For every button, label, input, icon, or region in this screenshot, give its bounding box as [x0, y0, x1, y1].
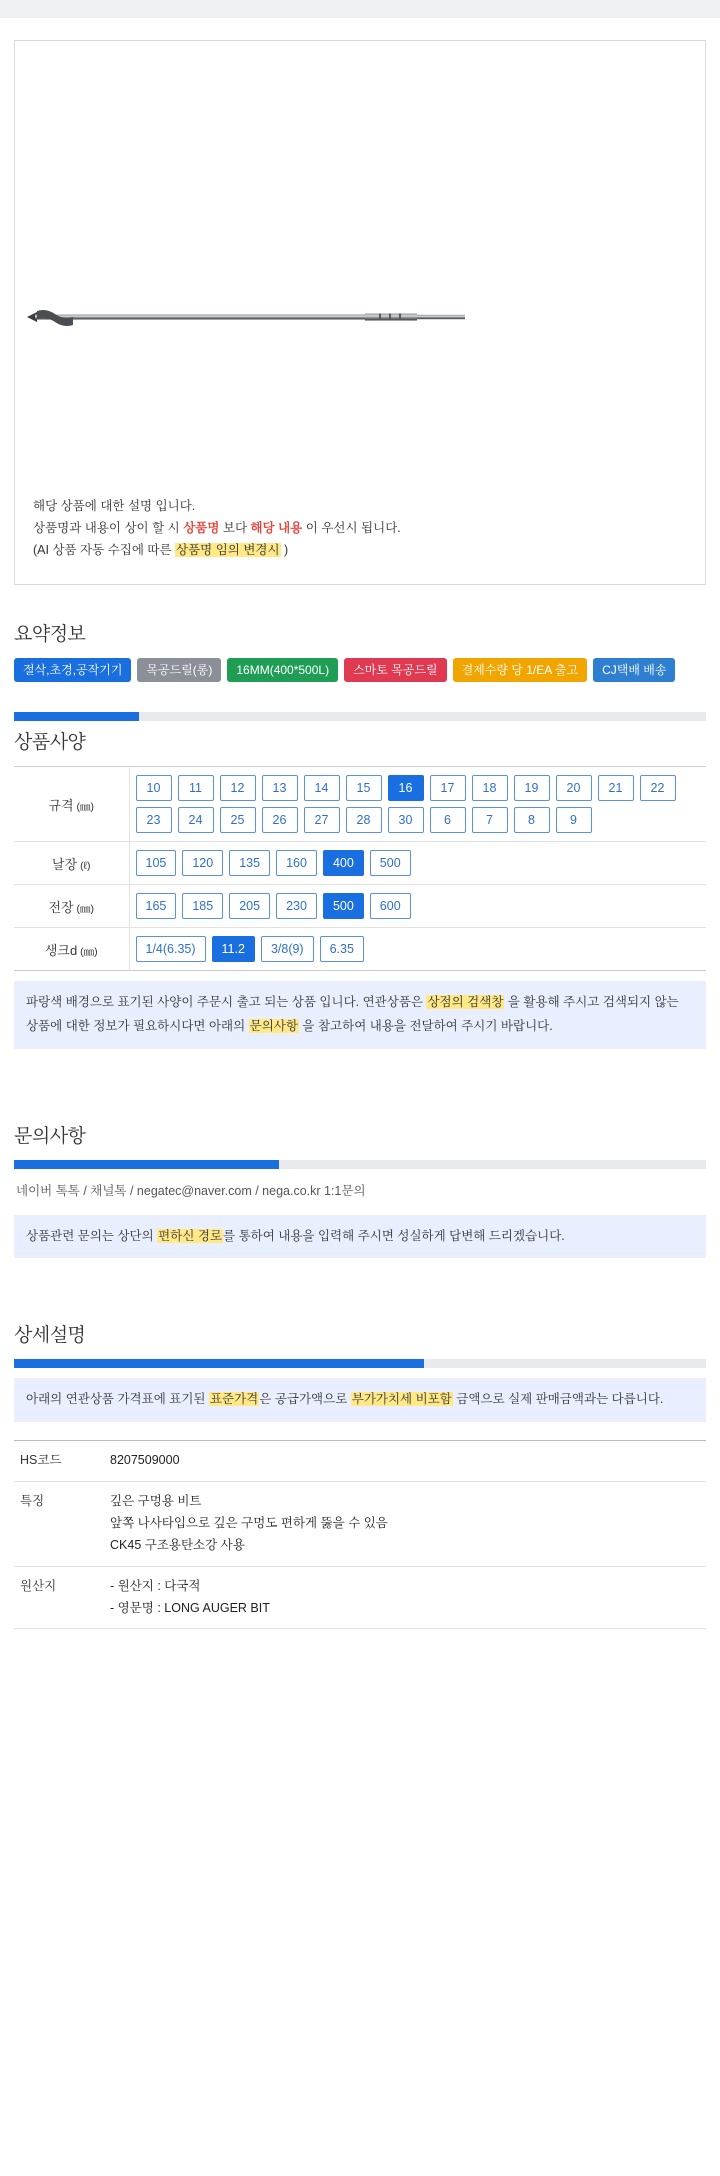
- spec-option-chip[interactable]: 17: [430, 775, 466, 801]
- spec-row-label: [14, 767, 129, 842]
- spec-option-chip[interactable]: 11: [178, 775, 214, 801]
- spec-option-chip[interactable]: 22: [640, 775, 676, 801]
- spec-row-label: [14, 842, 129, 885]
- detail-row-label: 원산지: [14, 1566, 104, 1629]
- details-note: 아래의 연관상품 가격표에 표기된 표준가격은 공급가액으로 부가가치세 비포함 금액으로 실제 판매금액과는 다릅니다.: [14, 1378, 706, 1422]
- content-wrap: [0, 40, 720, 1629]
- description-line: (AI 상품 자동 수집에 따른 상품명 임의 변경시 ): [33, 543, 289, 558]
- top-bar: [0, 0, 720, 18]
- detail-row-value: [104, 1441, 706, 1482]
- spec-option-chip[interactable]: 23: [136, 807, 172, 833]
- spec-option-chip[interactable]: 12: [220, 775, 256, 801]
- detail-row: [14, 1441, 706, 1482]
- spec-option-chip[interactable]: 500: [370, 850, 411, 876]
- detail-row-value: [104, 1482, 706, 1567]
- spec-option-chip[interactable]: 7: [472, 807, 508, 833]
- summary-tag: 결제수량 당 1/EA 출고: [453, 658, 588, 682]
- spec-row-label: [14, 885, 129, 928]
- spec-table: [14, 766, 706, 971]
- spec-option-chip[interactable]: 18: [472, 775, 508, 801]
- spec-option-chip[interactable]: 185: [182, 893, 223, 919]
- spec-option-chip[interactable]: 1/4(6.35): [136, 936, 206, 962]
- spec-option-chip[interactable]: 135: [229, 850, 270, 876]
- spec-option-chip[interactable]: 165: [136, 893, 177, 919]
- spec-option-chip[interactable]: 600: [370, 893, 411, 919]
- spec-row-unit: (㎜): [77, 945, 98, 958]
- description-line: 해당 상품에 대한 설명 입니다.: [33, 499, 196, 514]
- product-image-stage: [15, 41, 705, 501]
- summary-tag: 절삭,초경,공작기기: [14, 658, 131, 682]
- product-image-panel: [14, 40, 706, 585]
- detail-row-value-line: CK45 구조용탄소강 사용: [110, 1537, 245, 1552]
- spec-row-unit: (ℓ): [77, 859, 91, 872]
- inquiry-section-rule: [14, 1160, 706, 1169]
- summary-tag-list: [14, 658, 706, 682]
- details-table: [14, 1440, 706, 1629]
- spec-title: 상품사양: [14, 732, 86, 754]
- spec-row: [14, 885, 706, 928]
- detail-row-label: 특징: [14, 1482, 104, 1567]
- spec-option-chip[interactable]: 30: [388, 807, 424, 833]
- spec-option-chip[interactable]: 15: [346, 775, 382, 801]
- summary-tag: CJ택배 배송: [593, 658, 675, 682]
- spec-section-rule: [14, 712, 706, 721]
- spec-option-chip[interactable]: 160: [276, 850, 317, 876]
- spec-option-chip[interactable]: 6: [430, 807, 466, 833]
- spec-row-options: [129, 767, 706, 842]
- summary-title: 요약정보: [14, 624, 86, 645]
- spec-option-chip[interactable]: 21: [598, 775, 634, 801]
- spec-row: [14, 928, 706, 971]
- spec-option-chip[interactable]: 8: [514, 807, 550, 833]
- spec-option-chip[interactable]: 500: [323, 893, 364, 919]
- spec-row-unit: (㎜): [73, 800, 95, 813]
- detail-row-value-line: 깊은 구멍용 비트: [110, 1494, 202, 1509]
- spec-row: [14, 767, 706, 842]
- spec-option-chip[interactable]: 25: [220, 807, 256, 833]
- spec-row-label-text: 규격: [48, 797, 74, 813]
- spec-row-label: [14, 928, 129, 971]
- spec-option-chip[interactable]: 20: [556, 775, 592, 801]
- detail-row: [14, 1566, 706, 1629]
- spec-option-chip[interactable]: 205: [229, 893, 270, 919]
- detail-row-value-line: 8207509000: [110, 1453, 180, 1468]
- spec-option-chip[interactable]: 9: [556, 807, 592, 833]
- spec-option-chip[interactable]: 14: [304, 775, 340, 801]
- spec-row: [14, 842, 706, 885]
- details-section-rule: [14, 1359, 706, 1368]
- long-auger-drill-bit-icon: [27, 306, 467, 328]
- spec-option-chip[interactable]: 120: [182, 850, 223, 876]
- spec-option-chip[interactable]: 27: [304, 807, 340, 833]
- spec-option-chip[interactable]: 26: [262, 807, 298, 833]
- detail-row-value-line: - 원산지 : 다국적: [110, 1578, 201, 1593]
- spec-row-label-text: 생크d: [44, 942, 78, 958]
- spec-row-options: [129, 885, 706, 928]
- spec-option-chip[interactable]: 24: [178, 807, 214, 833]
- product-description: [33, 496, 687, 562]
- spec-option-chip[interactable]: 11.2: [212, 936, 255, 962]
- spec-option-chip[interactable]: 6.35: [320, 936, 364, 962]
- details-title: 상세설명: [14, 1325, 86, 1347]
- summary-tag: 스마토 목공드릴: [344, 658, 446, 682]
- spec-note: 파랑색 배경으로 표기된 사양이 주문시 출고 되는 상품 입니다. 연관상품은 상점의 검색창 을 활용해 주시고 검색되지 않는 상품에 대한 정보가 필요하시다면 아래의 문의사항 을 참고하여 내용을 전달하여 주시기 바랍니다.: [14, 981, 706, 1049]
- spec-option-chip[interactable]: 28: [346, 807, 382, 833]
- detail-row-value-line: - 영문명 : LONG AUGER BIT: [110, 1600, 270, 1615]
- detail-row: [14, 1482, 706, 1567]
- spec-row-unit: (㎜): [73, 902, 95, 915]
- spec-option-chip[interactable]: 3/8(9): [261, 936, 314, 962]
- spec-row-options: [129, 928, 706, 971]
- detail-row-label: HS코드: [14, 1441, 104, 1482]
- detail-row-value-line: 앞쪽 나사타입으로 깊은 구멍도 편하게 뚫을 수 있음: [110, 1515, 388, 1530]
- spec-row-label-text: 전장: [48, 899, 74, 915]
- spec-option-chip[interactable]: 230: [276, 893, 317, 919]
- summary-tag: 16MM(400*500L): [227, 658, 338, 682]
- inquiry-title: 문의사항: [14, 1125, 86, 1147]
- inquiry-note: 상품관련 문의는 상단의 편하신 경로를 통하여 내용을 입력해 주시면 성실하게 답변해 드리겠습니다.: [14, 1215, 706, 1259]
- spec-row-options: [129, 842, 706, 885]
- spec-option-chip[interactable]: 400: [323, 850, 364, 876]
- summary-tag: 목공드릴(롱): [137, 658, 221, 682]
- spec-option-chip[interactable]: 19: [514, 775, 550, 801]
- inquiry-contact: 네이버 톡톡 / 채널톡 / negatec@naver.com / nega.co.kr 1:1문의: [16, 1183, 366, 1198]
- spec-option-chip[interactable]: 10: [136, 775, 172, 801]
- description-line: 상품명과 내용이 상이 할 시 상품명 보다 해당 내용 이 우선시 됩니다.: [33, 521, 401, 536]
- spec-option-chip[interactable]: 16: [388, 775, 424, 801]
- detail-row-value: [104, 1566, 706, 1629]
- spec-option-chip[interactable]: 105: [136, 850, 177, 876]
- spec-row-label-text: 날장: [52, 856, 78, 872]
- spec-option-chip[interactable]: 13: [262, 775, 298, 801]
